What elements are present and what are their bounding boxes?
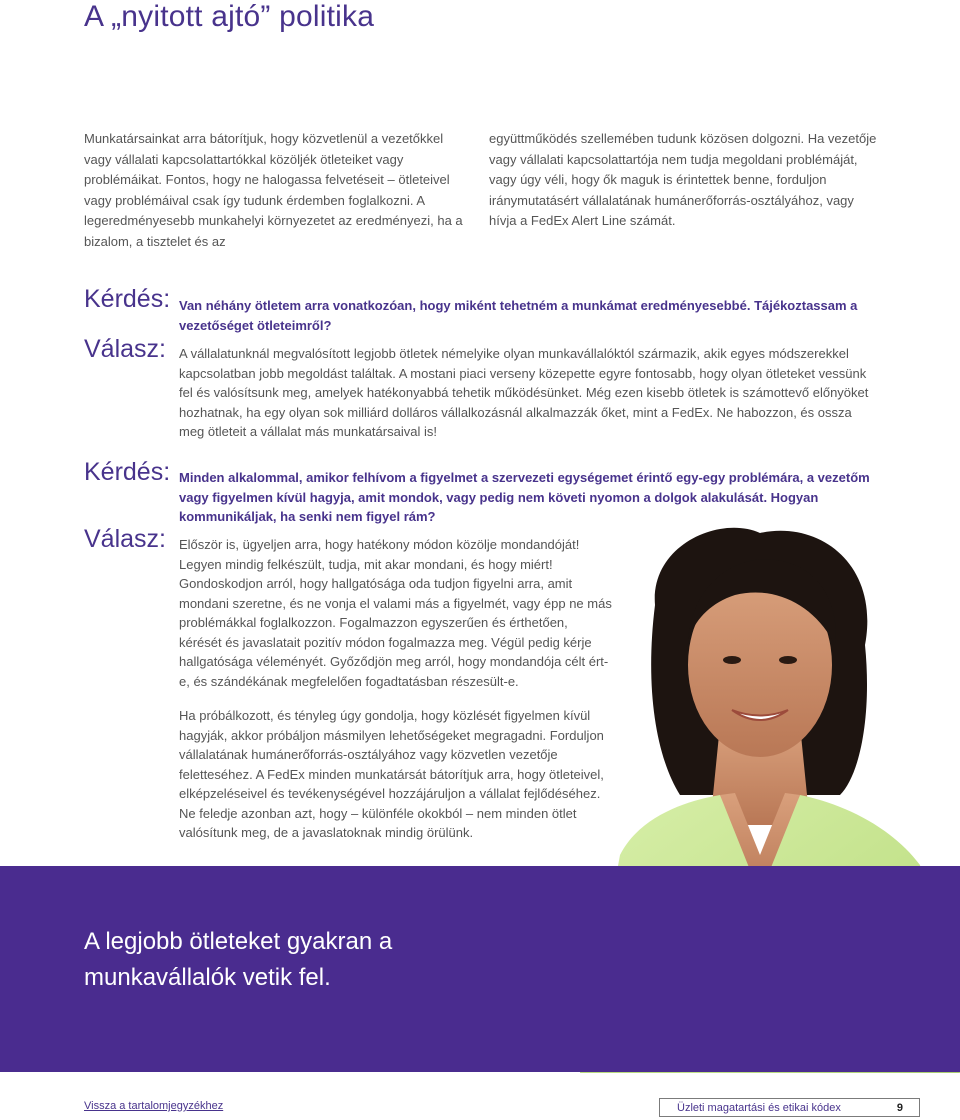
answer-paragraph: Először is, ügyeljen arra, hogy hatékony módon közölje mondandóját! Legyen mindig felkészült, tudja, mit akar mondani, és hogy miért! Gondoskodjon arról, hogy hallgatósága oda tudjon figyelni arra, amit mondani szeretne, és ne vonja el valami más a figyelmét, vagy épp ne más problémákkal foglalkozzon. Fogalmazzon egyszerűen és érthetően, kérését és javaslatait pozitív módon fogalmazza meg. Végül pedig kérje hallgatósága véleményét. Győződjön meg arról, hogy mondandója célt ért-e, és szándékának megfelelően fogadtatásban részesült-e.	[179, 537, 612, 689]
footer-doc-box	[659, 1098, 920, 1117]
answer-text-2	[179, 535, 614, 858]
answer-label-2: Válasz:	[84, 525, 166, 553]
question-text-2: Minden alkalommal, amikor felhívom a figyelmet a szervezeti egységemet érintő egy-egy problémára, a vezetőm vagy figyelmen kívül hagyja, amit mondok, vagy pedig nem követi nyomon a dolgok alakulását. Hogyan kommunikáljak, ha senki nem figyel rám?	[179, 470, 870, 524]
back-to-contents-link[interactable]: Vissza a tartalomjegyzékhez	[84, 1100, 224, 1112]
page-title: A „nyitott ajtó” politika	[84, 0, 375, 33]
question-label-1: Kérdés:	[84, 285, 171, 313]
band-quote: A legjobb ötleteket gyakran a munkavállalók vetik fel.	[84, 928, 393, 991]
page-number: 9	[896, 1102, 903, 1114]
intro-right-column	[489, 129, 879, 232]
intro-left-column	[84, 129, 474, 252]
question-text-1: Van néhány ötletem arra vonatkozóan, hogy miként tehetném a munkámat eredményesebbé. Tájékoztassam a vezetőséget ötleteimről?	[179, 298, 858, 333]
answer-paragraph: Ha próbálkozott, és tényleg úgy gondolja, hogy közlését figyelmen kívül hagyják, akkor próbáljon másmilyen lehetőségeket megragadni. Forduljon vállalatának humánerőforrás-osztályához vagy közvetlen vezetője feletteséhez. A FedEx minden munkatársát bátorítjuk arra, hogy ötleteivel, elképzeléseivel és tevékenységével hozzájáruljon a vállalat fejlődéséhez. Ne feledje azonban azt, hogy – különféle okokból – nem minden ötlet valósítunk meg, de a javaslatoknak mindig örülünk.	[179, 708, 604, 840]
answer-label-1: Válasz:	[84, 335, 166, 363]
answer-paragraph: A vállalatunknál megvalósított legjobb ötletek némelyike olyan munkavállalóktól származik, akik egyes módszerekkel kapcsolatban jobb megoldást találtak. A mostani piaci verseny közepette egyre fontosabb, hogy olyan ötleteket vessünk fel és valósítsunk meg, amelyek hatékonyabbá tehetik működésünket. Még ezen kisebb ötletek is számottevő előnyöket hozhatnak, ha egy olyan sok milliárd dolláros vállalkozásnál alkalmazzák őket, mint a FedEx. Ne habozzon, és ossza meg ötleteit a vállalat más munkatársaival is!	[179, 346, 869, 439]
intro-left-text: Munkatársainkat arra bátorítjuk, hogy közvetlenül a vezetőkkel vagy vállalati kapcsolattartókkal közöljék ötleteiket vagy problémáikat. Fontos, hogy ne halogassa felvetéseit – ötleteivel vagy problémáival csak így tudunk érdemben foglalkozni. A legeredményesebb munkahelyi környezetet az eredményezi, ha a bizalom, a tisztelet és az	[84, 131, 463, 249]
answer-text-1	[179, 344, 879, 457]
question-label-2: Kérdés:	[84, 458, 171, 486]
intro-right-text: együttműködés szellemében tudunk közösen dolgozni. Ha vezetője vagy vállalati kapcsolattartója nem tudja megoldani problémáját, vagy úgy véli, hogy ők maguk is érintettek benne, forduljon iránymutatásért vállalatának humánerőforrás-osztályához, vagy hívja a FedEx Alert Line számát.	[489, 131, 877, 228]
footer-doc-title: Üzleti magatartási és etikai kódex	[677, 1102, 841, 1114]
